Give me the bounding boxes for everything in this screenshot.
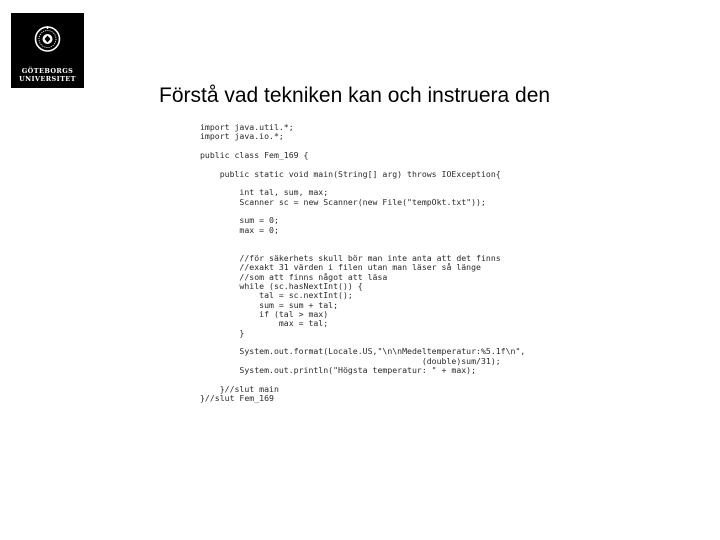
university-seal-icon xyxy=(34,25,61,55)
code-line: sum = 0; xyxy=(200,215,279,226)
slide-title: Förstå vad tekniken kan och instruera den xyxy=(159,84,551,107)
code-line: (double)sum/31); xyxy=(200,355,501,366)
code-line: //som att finns något att läsa xyxy=(200,271,388,282)
code-line: System.out.format(Locale.US,"\n\nMedeltemperatur:%5.1f\n", xyxy=(200,346,526,357)
code-line: max = 0; xyxy=(200,224,279,235)
code-line: if (tal > max) xyxy=(200,308,329,319)
code-line: int tal, sum, max; xyxy=(200,187,329,198)
code-line: tal = sc.nextInt(); xyxy=(200,290,353,301)
code-line: //exakt 31 värden i filen utan man läser så länge xyxy=(200,262,481,273)
code-line: while (sc.hasNextInt()) { xyxy=(200,280,363,291)
code-line xyxy=(200,235,525,244)
code-snippet xyxy=(200,123,525,403)
logo-text-line1: GÖTEBORGS xyxy=(21,67,74,75)
code-line: //för säkerhets skull bör man inte anta att det finns xyxy=(200,252,501,263)
code-line: }//slut Fem_169 xyxy=(200,392,274,403)
code-line: Scanner sc = new Scanner(new File("tempOkt.txt")); xyxy=(200,196,486,207)
code-line: public static void main(String[] arg) throws IOException{ xyxy=(200,168,501,179)
code-line: }//slut main xyxy=(200,383,279,394)
code-line: public class Fem_169 { xyxy=(200,150,309,161)
code-line: } xyxy=(200,327,245,338)
logo-text-line2: UNIVERSITET xyxy=(19,75,76,83)
code-line: max = tal; xyxy=(200,318,329,329)
code-line: import java.util.*; xyxy=(200,122,294,132)
university-logo xyxy=(11,13,84,88)
code-line: sum = sum + tal; xyxy=(200,299,339,310)
code-line: import java.io.*; xyxy=(200,131,284,142)
code-line: System.out.println("Högsta temperatur: " + max); xyxy=(200,364,477,375)
